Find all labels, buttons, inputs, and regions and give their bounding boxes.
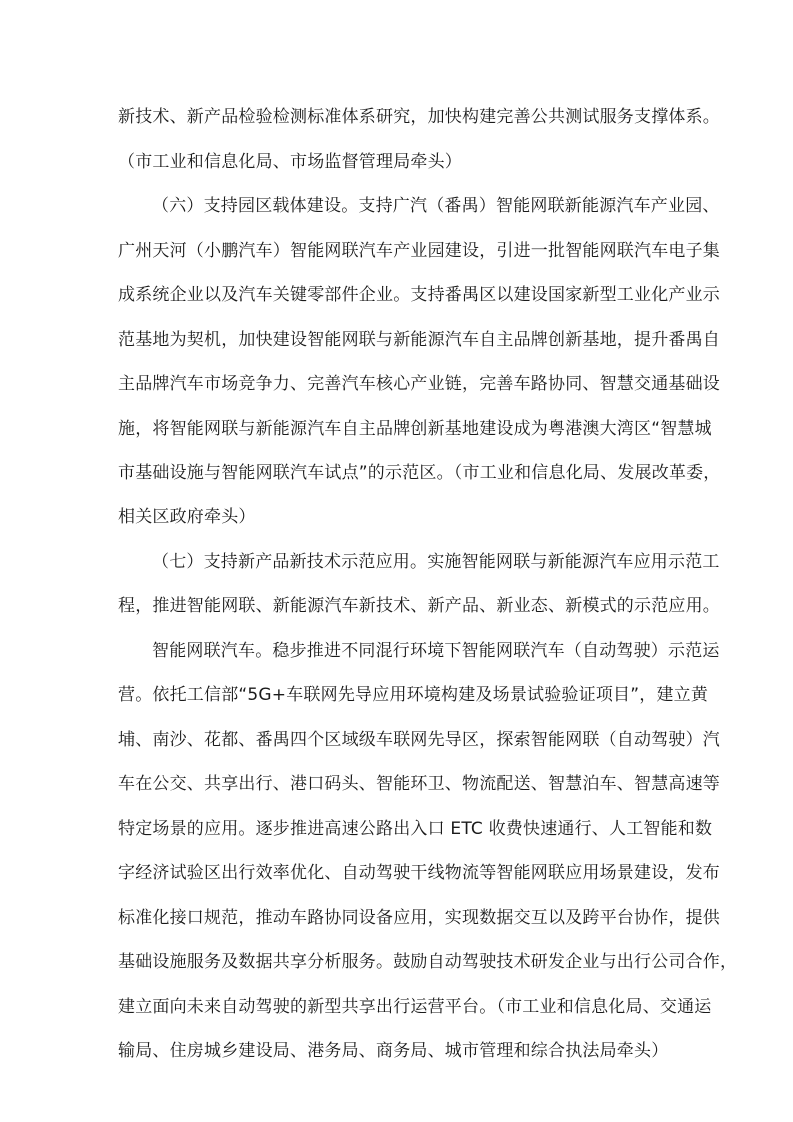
text-line: 营。依托工信部“5G+车联网先导应用环境构建及场景试验验证项目”，建立黄: [118, 685, 709, 705]
section-heading-7: （七）支持新产品新技术示范应用。实施智能网联与新能源汽车应用示范工: [152, 552, 720, 572]
text-line: 市基础设施与智能网联汽车试点”的示范区。（市工业和信息化局、发展改革委，: [118, 463, 721, 483]
text-line: 主品牌汽车市场竞争力、完善汽车核心产业链，完善车路协同、智慧交通基础设: [118, 374, 720, 394]
text-line: 范基地为契机，加快建设智能网联与新能源汽车自主品牌创新基地，提升番禺自: [118, 330, 720, 350]
text-line: 施，将智能网联与新能源汽车自主品牌创新基地建设成为粤港澳大湾区“智慧城: [118, 419, 712, 439]
text-line: 广州天河（小鹏汽车）智能网联汽车产业园建设，引进一批智能网联汽车电子集: [118, 241, 720, 261]
text-line: 车在公交、共享出行、港口码头、智能环卫、物流配送、智慧泊车、智慧高速等: [118, 774, 720, 794]
text-line: 输局、住房城乡建设局、港务局、商务局、城市管理和综合执法局牵头）: [118, 1041, 669, 1061]
text-line: 埔、南沙、花都、番禺四个区域级车联网先导区，探索智能网联（自动驾驶）汽: [118, 730, 720, 750]
text-line: 标准化接口规范，推动车路协同设备应用，实现数据交互以及跨平台协作，提供: [118, 908, 720, 928]
text-line: 新技术、新产品检验检测标准体系研究，加快构建完善公共测试服务支撑体系。: [118, 107, 720, 127]
text-line: 字经济试验区出行效率优化、自动驾驶干线物流等智能网联应用场景建设，发布: [118, 863, 720, 883]
paragraph-start: 智能网联汽车。稳步推进不同混行环境下智能网联汽车（自动驾驶）示范运: [152, 641, 720, 661]
text-line: 程，推进智能网联、新能源汽车新技术、新产品、新业态、新模式的示范应用。: [118, 596, 720, 616]
text-line: 建立面向未来自动驾驶的新型共享出行运营平台。（市工业和信息化局、交通运: [118, 997, 712, 1017]
section-heading-6: （六）支持园区载体建设。支持广汽（番禺）智能网联新能源汽车产业园、: [152, 196, 720, 216]
text-line: 相关区政府牵头）: [118, 507, 256, 527]
text-line: 特定场景的应用。逐步推进高速公路出入口 ETC 收费快速通行、人工智能和数: [118, 819, 713, 839]
text-line: （市工业和信息化局、市场监督管理局牵头）: [118, 152, 462, 172]
text-line: 基础设施服务及数据共享分析服务。鼓励自动驾驶技术研发企业与出行公司合作，: [118, 952, 738, 972]
text-line: 成系统企业以及汽车关键零部件企业。支持番禺区以建设国家新型工业化产业示: [118, 285, 720, 305]
